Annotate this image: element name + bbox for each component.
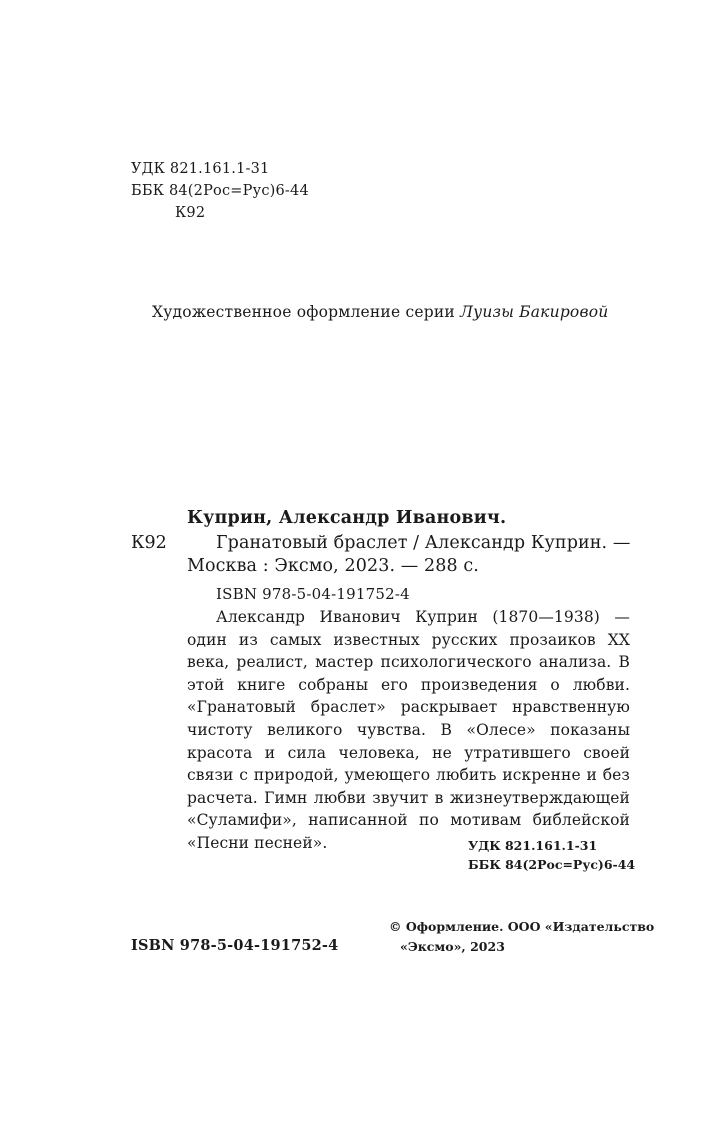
design-credit-text: Художественное оформление серии xyxy=(152,303,461,321)
top-classification-codes xyxy=(131,158,309,224)
record-publication-line: Москва : Эксмо, 2023. — 288 с. xyxy=(187,556,479,576)
designer-name: Луизы Бакировой xyxy=(460,303,609,321)
copyright-notice xyxy=(389,917,654,957)
isbn-bottom: ISBN 978-5-04-191752-4 xyxy=(131,937,339,954)
bottom-bbk-code: ББК 84(2Рос=Рус)6-44 xyxy=(468,857,636,872)
udk-code: УДК 821.161.1-31 xyxy=(131,161,270,177)
record-author-mark: К92 xyxy=(131,533,167,553)
bottom-classification-codes xyxy=(468,836,635,874)
copyright-line-1: © Оформление. ООО «Издательство xyxy=(389,919,655,934)
author-mark: К92 xyxy=(175,205,206,221)
bbk-code: ББК 84(2Рос=Рус)6-44 xyxy=(131,183,309,199)
copyright-line-2: «Эксмо», 2023 xyxy=(400,939,505,954)
book-annotation: Александр Иванович Куприн (1870—1938) — один из самых известных русских прозаиков XX века, реалист, мастер психологического анализа. В этой книге собраны его произведения о любви. «Гранатовый браслет» раскрывает нравственную чистоту великого чувства. В «Олесе» показаны красота и сила человека, не утратившего своей связи с природой, умеющего любить искренне и без расчета. Гимн любви звучит в жизнеутверждающей «Суламифи», написанной по мотивам библейской «Песни песней». xyxy=(187,608,630,852)
record-author: Куприн, Александр Иванович. xyxy=(187,508,507,528)
design-credit xyxy=(152,303,608,321)
bottom-udk-code: УДК 821.161.1-31 xyxy=(468,838,598,853)
record-title-line: Гранатовый браслет / Александр Куприн. — xyxy=(216,533,631,553)
record-isbn: ISBN 978-5-04-191752-4 xyxy=(216,585,410,603)
